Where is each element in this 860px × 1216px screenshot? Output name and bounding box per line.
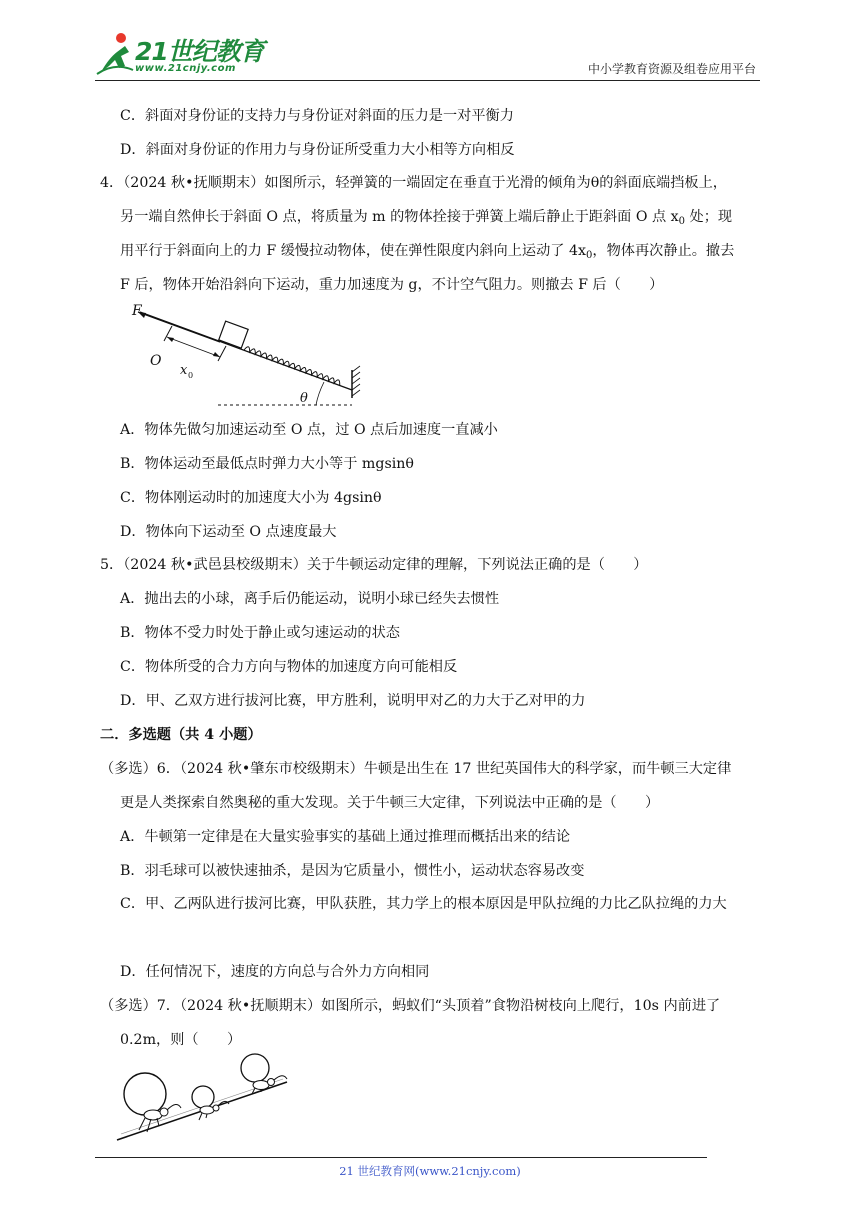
runner-logo-icon	[95, 32, 135, 76]
q3-option-d: D．斜面对身份证的作用力与身份证所受重力大小相等方向相反	[120, 142, 515, 158]
section-title: 二．多选题（共 4 小题）	[100, 727, 262, 743]
logo-url: www.21cnjy.com	[135, 63, 236, 74]
q6-option-c: C．甲、乙两队进行拔河比赛，甲队获胜，其力学上的根本原因是甲队拉绳的力比乙队拉绳的力大	[120, 896, 727, 912]
q4-option-b: B．物体运动至最低点时弹力大小等于 mgsinθ	[120, 456, 414, 472]
incline-spring-figure	[120, 298, 370, 410]
q6-option-d: D．任何情况下，速度的方向总与合外力方向相同	[120, 964, 430, 980]
logo-text: 21世纪教育	[135, 37, 264, 66]
page-footer: 21 世纪教育网(www.21cnjy.com)	[339, 1164, 521, 1178]
q7-stem-line1: （多选）7．（2024 秋•抚顺期末）如图所示，蚂蚁们“头顶着”食物沿树枝向上爬行，10s 内前进了	[100, 998, 721, 1014]
q6-stem-line2: 更是人类探索自然奥秘的重大发现。关于牛顿三大定律，下列说法中正确的是（ ）	[120, 795, 660, 811]
displacement-label: x	[180, 363, 188, 378]
q5-option-a: A．抛出去的小球，离手后仍能运动，说明小球已经失去惯性	[120, 591, 500, 607]
angle-label: θ	[300, 391, 308, 406]
q7-stem-line2: 0.2m，则（ ）	[120, 1032, 242, 1048]
page-header	[95, 30, 760, 81]
q5-option-b: B．物体不受力时处于静止或匀速运动的状态	[120, 625, 400, 641]
q5-option-c: C．物体所受的合力方向与物体的加速度方向可能相反	[120, 659, 458, 675]
q3-option-c: C．斜面对身份证的支持力与身份证对斜面的压力是一对平衡力	[120, 108, 514, 124]
q5-option-d: D．甲、乙双方进行拔河比赛，甲方胜利，说明甲对乙的力大于乙对甲的力	[120, 693, 586, 709]
footer-rule	[95, 1157, 707, 1158]
point-o-label: O	[150, 353, 162, 369]
q4-stem-line2: 另一端自然伸长于斜面 O 点，将质量为 m 的物体拴接于弹簧上端后静止于距斜面 O 点 $x_0$ 处；现	[120, 209, 733, 227]
q4-stem-line3: 用平行于斜面向上的力 F 缓慢拉动物体，使在弹性限度内斜向上运动了 $4x_0$，物体再次静止。撤去	[120, 243, 735, 261]
q4-option-a: A．物体先做匀加速运动至 O 点，过 O 点后加速度一直减小	[120, 422, 498, 438]
header-slogan: 中小学教育资源及组卷应用平台	[587, 62, 756, 76]
q4-stem-line4: F 后，物体开始沿斜向下运动，重力加速度为 g，不计空气阻力。则撤去 F 后（ ）	[120, 277, 664, 293]
q5-stem: 5．（2024 秋•武邑县校级期末）关于牛顿运动定律的理解，下列说法正确的是（ ）	[100, 557, 648, 573]
q6-stem-line1: （多选）6．（2024 秋•肇东市校级期末）牛顿是出生在 17 世纪英国伟大的科学家，而牛顿三大定律	[100, 761, 732, 777]
displacement-subscript: 0	[188, 371, 194, 380]
q6-option-a: A．牛顿第一定律是在大量实验事实的基础上通过推理而概括出来的结论	[120, 829, 571, 845]
q4-option-c: C．物体刚运动时的加速度大小为 4gsinθ	[120, 490, 382, 506]
ants-branch-figure	[115, 1052, 295, 1144]
q6-option-b: B．羽毛球可以被快速抽杀，是因为它质量小，惯性小，运动状态容易改变	[120, 863, 585, 879]
force-label: F	[132, 303, 142, 319]
q4-stem-line1: 4．（2024 秋•抚顺期末）如图所示，轻弹簧的一端固定在垂直于光滑的倾角为θ的斜面底端挡板上，	[100, 175, 727, 191]
q4-option-d: D．物体向下运动至 O 点速度最大	[120, 524, 337, 540]
site-logo	[95, 30, 265, 78]
